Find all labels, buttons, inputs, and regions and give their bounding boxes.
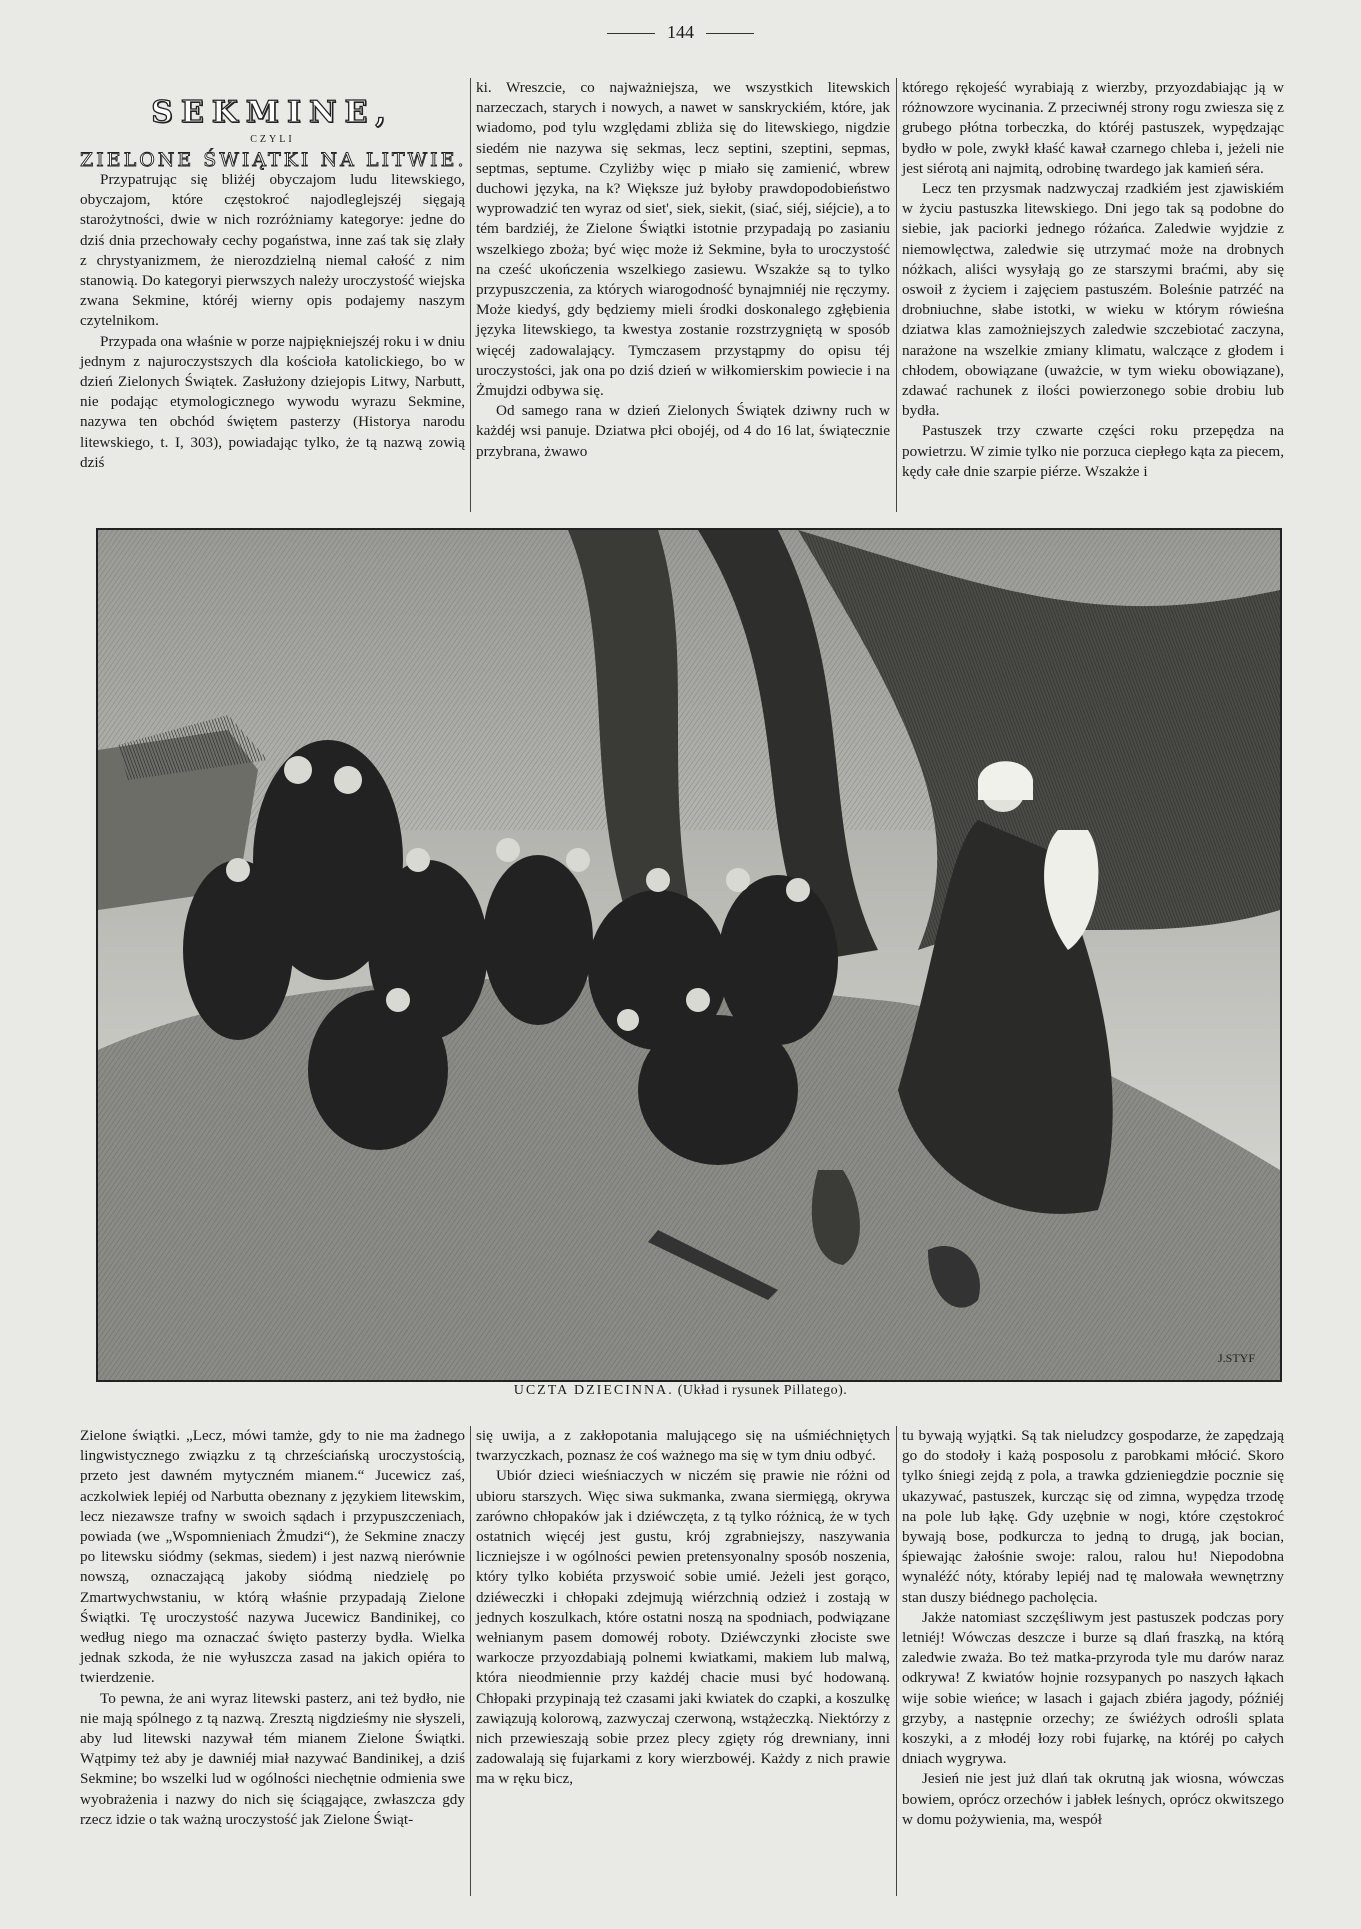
paragraph: tu bywają wyjątki. Są tak nieludzcy gospodarze, że zapędzają go do stodoły i każą posposolu z parobkami młócić. Skoro tylko śniegi zejdą z pola, a trawka gdzieniegdzie pocznie się ukazywać, pastuszek, kurcząc się od zimna, wypędza trzodę na pole lub łąkę. Gdy uzębnie w nogi, które częstokroć bywają bose, podkurcza to jedną to drugą, jak bocian, śpiewając żałośnie swoje: ralou, ralou hu! Niepodobna wynaléźć nóty, któraby lepiéj nad tę malowała wewnętrzny stan duszy biédnego pacholęcia. <box>902 1427 1284 1606</box>
engraver-signature: J.STYF <box>1218 1351 1256 1365</box>
article-subtitle: ZIELONE ŚWIĄTKI NA LITWIE. <box>80 149 467 171</box>
column-2-bottom <box>476 1426 890 1790</box>
column-3-bottom <box>902 1426 1284 1830</box>
paragraph: się uwija, a z zakłopotania malującego się na uśmiéchniętych twarzyczkach, poznasz że coś ważnego ma się w tym dniu odbyć. <box>476 1427 890 1465</box>
paragraph: Przypatrując się bliżéj obyczajom ludu litewskiego, obyczajom, które częstokroć najodleglejszéj sięgają starożytności, dwie w nich rozróżniamy kategorye: jedne do dziś dnia przechowały cechy pogaństwa, inne zaś tak się zlały z chrystyanizmem, że nierozdzielną niemal całość z nim stanowią. Do kategoryi pierwszych należy uroczystość wiejska zwana Sekmine, któréj wierny opis podajemy naszym czytelnikom. <box>80 171 465 330</box>
column-divider <box>896 1426 897 1896</box>
paragraph: Od samego rana w dzień Zielonych Świątek dziwny ruch w każdéj wsi panuje. Dziatwa płci obojéj, od 4 do 16 lat, świątecznie przybrana, żwawo <box>476 402 890 460</box>
column-1-top <box>80 170 465 473</box>
paragraph: Przypada ona właśnie w porze najpiękniejszéj roku i w dniu jednym z najuroczystszych dla kościoła katolickiego, bo w dzień Zielonych Świątek. Zasłużony dziejopis Litwy, Narbutt, nie podając etymologicznego wywodu wyrazu Sekmine, nazywa ten obchód świętem pasterzy (Historya narodu litewskiego, t. I, 303), powiadając tylko, że tą nazwą zowią dziś <box>80 332 465 471</box>
caption-note: (Układ i rysunek Pillatego). <box>677 1383 848 1398</box>
paragraph: Pastuszek trzy czwarte części roku przepędza na powietrzu. W zimie tylko nie porzuca ciepłego kąta za piecem, kędy całe dnie szarpie piérze. Wszakże i <box>902 422 1284 480</box>
column-divider <box>470 78 471 512</box>
page-number: 144 <box>0 22 1361 43</box>
paragraph: Jesień nie jest już dlań tak okrutną jak wiosna, wówczas bowiem, oprócz orzechów i jabłek leśnych, oprócz okwitszego w domu pożywienia, ma, wespół <box>902 1770 1284 1828</box>
article-title-czyli: CZYLI <box>250 134 295 145</box>
column-1-bottom <box>80 1426 465 1830</box>
engraving-art <box>98 530 1280 1380</box>
article-title-block <box>80 95 465 171</box>
illustration-caption <box>0 1383 1361 1399</box>
paragraph: Jakże natomiast szczęśliwym jest pastuszek podczas pory letniéj! Wówczas deszcze i burze są dlań fraszką, na którą zaledwie zważa. Bo też matka-przyroda tyle mu darów naraz odkrywa! Z kwiatów hojnie rozsypanych po naszych łąkach wije sobie wieńce; w lasach i gajach zbiéra jagody, późniéj grzyby, a następnie orzechy; ze świéżych odrośli splata koszyki, a z młodéj łozy robi fujarkę, na któréj po całych dniach wygrywa. <box>902 1608 1284 1768</box>
article-title: SEKMINE, <box>151 95 394 130</box>
engraving-illustration <box>96 528 1282 1382</box>
paragraph: ki. Wreszcie, co najważniejsza, we wszystkich litewskich narzeczach, starych i nowych, a nawet w sanskryckiém, które, jak wiadomo, pod tylu względami zbliża się do litewskiego, nigdzie siedém nie nazywa się sekmas, lecz septini, szeptini, sepmas, septmas, septume. Czyliżby więc p miało się zamienić, wbrew duchowi języka, na k? Większe już byłoby prawdopodobieństwo wyprowadzić ten wyraz od siet', siek, siekit, (siać, siéj, siéjcie), a to tém bardziéj, że Zielone Świątki istotnie przypadają po zasianiu wszelkiego zboża; być więc może iż Sekmine, była to uroczystość na cześć ukończenia wszelkiego zasiewu. Wszakże są to tylko przypuszczenia, za których wiarogodność bynajmniéj nie ręczymy. Może kiedyś, gdy będziemy mieli środki doskonalego zgłębienia języka litewskiego, ta kwestya zostanie rozstrzygniętą w sposób więcéj zadowalający. Tymczasem przystąpmy do opisu téj uroczystości, jak ona po dziś dzień w wiłkomierskim powiecie i na Żmujdzi odbywa się. <box>476 79 890 400</box>
column-3-top <box>902 78 1284 482</box>
caption-title: UCZTA DZIECINNA. <box>513 1383 674 1398</box>
paragraph: To pewna, że ani wyraz litewski pasterz, ani też bydło, nie nie mają spólnego z tą nazwą. Zresztą nigdzieśmy nie słyszeli, aby lud litewski nazywał tém mianem Zielone Świątki. Wątpimy też aby je dawniéj miał nazywać Bandinikej, a dziś Sekmine; bo wszelki lud w ogólności niechętnie odmienia swe wyobrażenia i nazwy do nich się ściągające, zwłaszcza gdy rzecz idzie o tak ważną uroczystość jak Zielone Świąt- <box>80 1689 465 1828</box>
paragraph: Lecz ten przysmak nadzwyczaj rzadkiém jest zjawiskiém w życiu pastuszka litewskiego. Dni jego tak są podobne do siebie, jak paciorki jednego różańca. Zaledwie wyjdzie z niemowlęctwa, zaledwie się utrzymać może na drobnych nóżkach, aliści wysyłają go ze starszymi braćmi, aby się oswoił z życiem i zajęciem pastuszém. Boleśnie patrzéć na drobniuchne, słabe istotki, w wieku w którym rówieśna dziatwa klas zamożniejszych zaledwie szczebiotać zaczyna, narażone na wszelkie zmiany klimatu, walczące z głodem i chłodem, obowiązane (uważcie, w tym wieku obowiązane), zdawać rachunek z ilości powierzonego sobie drobiu lub bydła. <box>902 180 1284 420</box>
paragraph: Zielone świątki. „Lecz, mówi tamże, gdy to nie ma żadnego lingwistycznego związku z tą chrześciańską uroczystością, przeto jest dawném mytyczném mianem.“ Jucewicz zaś, aczkolwiek lepiéj od Narbutta obeznany z językiem litewskim, lecz niezawsze trafny w swoich sądach i przypuszczeniach, powiada (we „Wspomnieniach Żmudzi“), że Sekmine znaczy po litewsku siódmy (sekmas, siedem) i jest nazwą nierównie nowszą, oznaczającą jakoby siódmą niedzielę po Zmartwychwstaniu, w którą właśnie przypadają Zielone Świątki. Tę uroczystość nazywa Jucewicz Bandinikej, co według niego ma oznaczać święto pasterzy bydła. Wielka jednak szkoda, że nie wyłuszcza zasad na jakich opiéra to twierdzenie. <box>80 1427 465 1687</box>
column-divider <box>470 1426 471 1896</box>
paragraph: Ubiór dzieci wieśniaczych w niczém się prawie nie różni od ubioru starszych. Więc siwa sukmanka, zwana siermięgą, okrywa zarówno chłopaków jak i dziéwczęta, z tą tylko różnicą, że w tych ostatnich więcéj jest gustu, krój zgrabniejszy, naszywania liczniejsze i w ogólności pewien pretensyonalny sposób noszenia, który tylko kobiéta przyswoić sobie umié. Jeżeli jest gorąco, dziéweczki i chłopaki zdejmują wiérzchnią odzież i zostają w jednych koszulkach, które ostatni noszą na spodniach, podwiązane wełnianym pasem domowéj roboty. Dziéwczynki złociste swe warkocze przyozdabiają polnemi kwiatkami, makiem lub malwą, która nieodmiennie przy każdéj chacie musi być hodowaną. Chłopaki przypinają też czasami jaki kwiatek do czapki, a koszulkę zawiązują kolorową, zazwyczaj czerwoną, wstążeczką. Niektórzy z nich przewieszają sobie przez plecy zgięty róg drewniany, inni zadowalają się fujarkami z kory wierzbowéj. Każdy z nich prawie ma w ręku bicz, <box>476 1467 890 1788</box>
column-2-top <box>476 78 890 462</box>
paragraph: którego rękojeść wyrabiają z wierzby, przyozdabiając ją w różnowzore wycinania. Z przeciwnéj strony rogu zwiesza się z grubego płótna torbeczka, do któréj pastuszek, wypędzając bydło w pole, zwykł kłaść kawał czarnego chleba i, jeżeli nie jest siérotą ani najmitą, odrobinę twardego jak kamień séra. <box>902 79 1284 177</box>
column-divider <box>896 78 897 512</box>
